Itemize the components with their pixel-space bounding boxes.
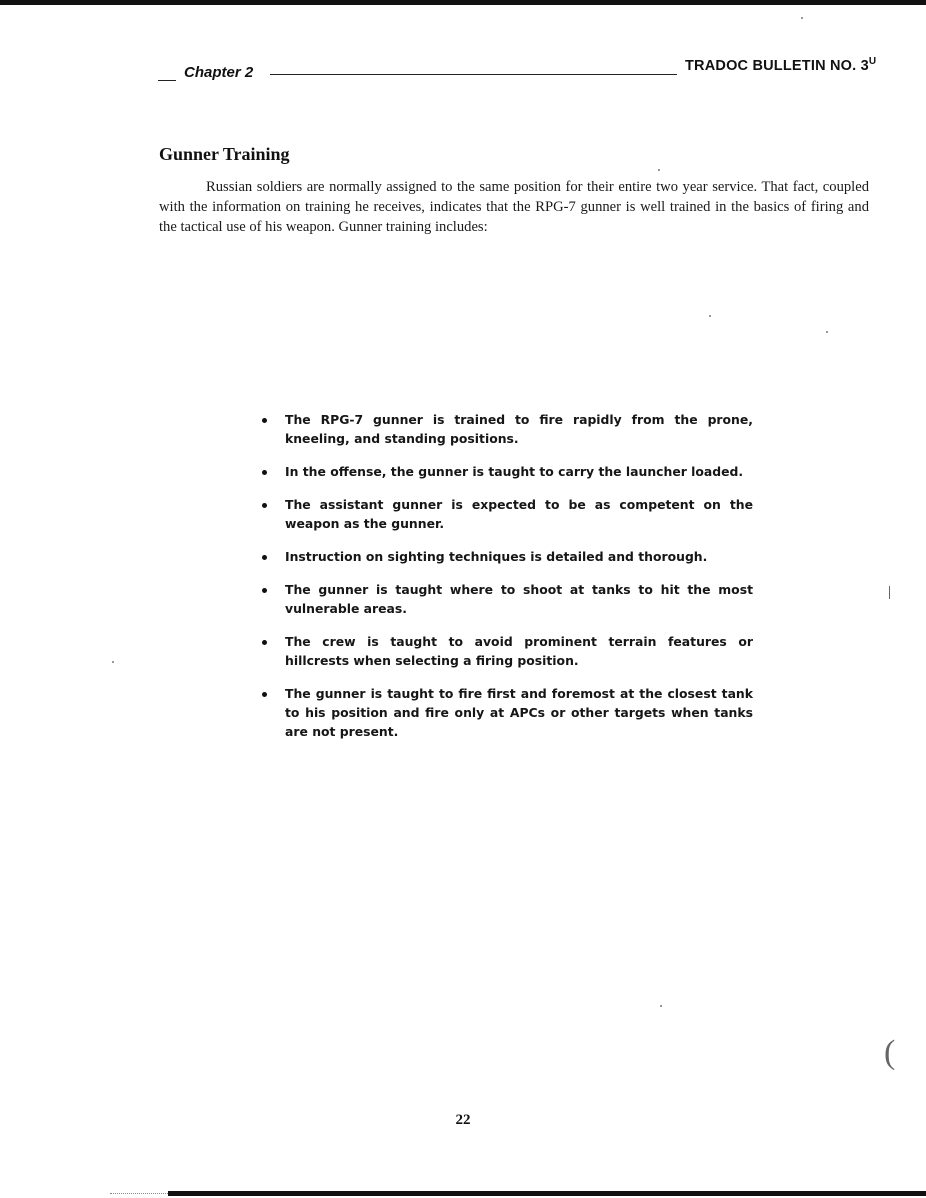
- scan-speck: [709, 315, 711, 317]
- margin-mark: [889, 586, 890, 599]
- list-item: [259, 632, 753, 670]
- scan-speck: [826, 331, 828, 333]
- top-border-gap: [840, 5, 926, 7]
- scan-speck: [660, 1005, 662, 1007]
- bullet-icon: [262, 640, 267, 645]
- bullet-icon: [262, 418, 267, 423]
- list-item: [259, 495, 753, 533]
- list-item-text: The crew is taught to avoid prominent terrain features or hillcrests when selecting a firing position.: [285, 634, 753, 668]
- top-border-rule: [0, 0, 926, 5]
- list-item: [259, 547, 753, 566]
- bullet-icon: [262, 692, 267, 697]
- scan-speck: [112, 661, 114, 663]
- list-item-text: The gunner is taught where to shoot at tanks to hit the most vulnerable areas.: [285, 582, 753, 616]
- list-item-text: Instruction on sighting techniques is detailed and thorough.: [285, 549, 708, 564]
- list-item-text: The gunner is taught to fire first and foremost at the closest tank to his position and fire only at APCs or other targets when tanks are not present.: [285, 686, 753, 739]
- section-title: Gunner Training: [159, 144, 290, 164]
- bullet-icon: [262, 470, 267, 475]
- bullet-icon: [262, 503, 267, 508]
- bottom-border-rule: [168, 1191, 926, 1196]
- bulletin-superscript: U: [868, 56, 877, 67]
- header-leading-rule: [158, 80, 176, 81]
- list-item-text: The assistant gunner is expected to be as competent on the weapon as the gunner.: [285, 497, 753, 531]
- header-rule: [270, 74, 677, 75]
- scan-speck: [658, 169, 660, 171]
- list-item: [259, 684, 753, 741]
- bulletin-label: [685, 56, 876, 74]
- list-item: [259, 580, 753, 618]
- page-number: 22: [455, 1112, 471, 1128]
- margin-mark: (: [884, 1034, 896, 1071]
- list-item: [259, 410, 753, 448]
- bulletin-title: TRADOC BULLETIN NO. 3: [685, 57, 869, 74]
- list-item-text: In the offense, the gunner is taught to carry the launcher loaded.: [285, 464, 744, 479]
- intro-paragraph: Russian soldiers are normally assigned to the same position for their entire two year service. That fact, coupled with the information on training he receives, indicates that the RPG-7 gunner is well trained in the basics of firing and the tactical use of his weapon. Gunner training includes:: [159, 179, 869, 235]
- list-item: [259, 462, 753, 481]
- list-item-text: The RPG-7 gunner is trained to fire rapidly from the prone, kneeling, and standing positions.: [285, 412, 753, 446]
- bottom-dotted-rule: [110, 1193, 168, 1194]
- bullet-icon: [262, 588, 267, 593]
- bullet-icon: [262, 555, 267, 560]
- scan-speck: [801, 17, 803, 19]
- training-bullet-list: [259, 410, 753, 755]
- chapter-label: Chapter 2: [184, 64, 254, 81]
